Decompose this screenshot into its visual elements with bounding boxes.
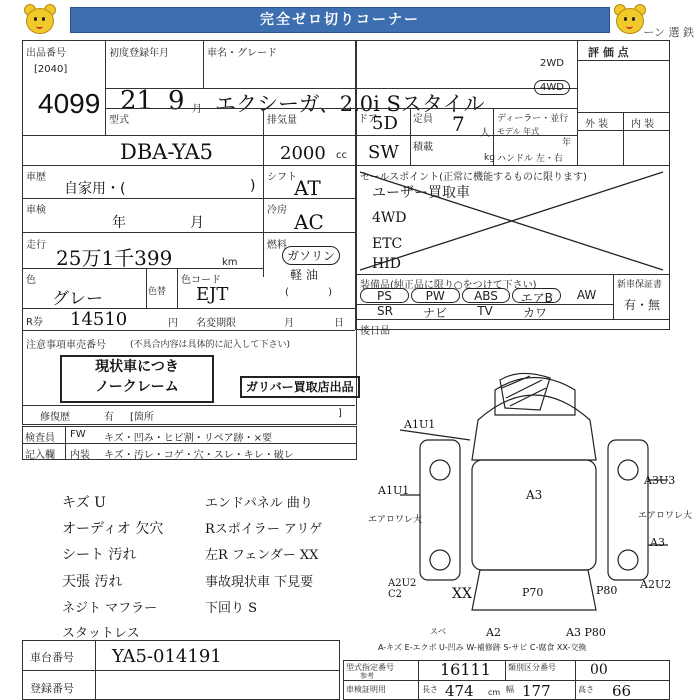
fuel-diesel: 軽 油 — [290, 268, 318, 282]
equipment-row-2 — [360, 304, 560, 319]
length-value: 474 — [445, 682, 474, 700]
usage-close: ) — [250, 178, 256, 194]
corner-text: ーン 選 鉄 — [643, 26, 694, 39]
repair-bracket-close: ] — [338, 408, 342, 419]
equipment-abs: ABS — [462, 288, 511, 303]
warranty-value: 有・無 — [624, 298, 661, 312]
color-value: グレー — [52, 289, 103, 309]
note-left-3: シート 汚れ — [62, 547, 137, 563]
inspector-row2: キズ・汚レ・コゲ・穴・スレ・キレ・破レ — [104, 450, 294, 461]
inspection-month: 月 — [190, 215, 204, 231]
diagram-mark-7: A3 — [650, 536, 665, 549]
diagram-mark-6: エアロワレ大 — [638, 511, 693, 521]
as-is-stamp — [60, 355, 214, 403]
note-right-2: Rスポイラー アリゲ — [205, 522, 323, 537]
diagram-mark-11: P80 — [596, 584, 618, 597]
first-registration-year: 21 — [120, 86, 154, 116]
diagram-mark-10: P70 — [522, 586, 544, 599]
inspector-row1: キズ・凹み・ヒビ割・リペア跡・×要 — [104, 433, 272, 444]
fuel-label: 燃料 — [267, 240, 287, 251]
doors-value: 5D — [372, 113, 398, 134]
diagram-mark-1: A1U1 — [404, 418, 436, 431]
mileage-label: 走行 — [26, 240, 46, 251]
drive-4wd-circled: 4WD — [534, 80, 570, 95]
note-left-5: ネジト マフラー — [62, 601, 158, 616]
note-right-5: 下回り S — [205, 601, 258, 616]
wheel-rl — [430, 550, 450, 570]
equipment-ps: PS — [360, 288, 409, 303]
repair-has: 有 — [104, 412, 114, 423]
entry-label: 記入欄 — [25, 450, 55, 461]
usage-value: 自家用・( — [64, 181, 126, 197]
cc-unit: cc — [336, 150, 347, 161]
recycle-yen: 円 — [168, 318, 178, 329]
model-code: DBA-YA5 — [120, 140, 213, 164]
sales-point-3: ETC — [372, 236, 403, 252]
equipment-pw: PW — [411, 288, 460, 303]
recycle-value: 14510 — [70, 309, 128, 330]
aircon-label: 冷房 — [267, 205, 287, 216]
color-code-label: 色コード — [181, 275, 221, 286]
warranty-label: 新車保証書 — [617, 280, 663, 290]
cabin-outline — [472, 460, 596, 570]
handle-label: ハンドル 左・右 — [497, 154, 563, 164]
rear-items-label: 後日品 — [360, 326, 390, 337]
usage-label: 車歴 — [26, 172, 46, 183]
car-name-grade: エクシーガ、2.0i Sスタイル — [215, 92, 485, 116]
inspection-label: 車検 — [26, 205, 46, 216]
diagram-mark-8: A2U2 C2 — [388, 578, 417, 600]
diagram-mark-13: A2 — [486, 626, 501, 639]
sales-points-label: セールスポイント(正常に機能するものに限ります) — [360, 172, 587, 183]
doors-label: ドア — [358, 114, 378, 125]
fuel-paren: ( ) — [285, 287, 350, 298]
notes-label: 注意事項車売番号 — [26, 340, 106, 351]
inspector-fw: FW — [70, 429, 86, 440]
type-number-label: 型式指定番号 — [346, 663, 394, 672]
first-registration-month: 9 — [168, 86, 185, 116]
shift-value: AT — [294, 176, 321, 200]
diagram-mark-5: エアロワレ大 — [368, 515, 423, 525]
banner-title: 完全ゼロ切りコーナー — [70, 7, 610, 33]
name-change-label: 名変期限 — [196, 318, 236, 329]
hood-outline — [472, 395, 596, 460]
sales-point-1: ユーザー買取車 — [372, 185, 470, 201]
sales-point-4: HID — [372, 256, 401, 272]
diagram-mark-15: スベ — [430, 627, 446, 636]
gulliver-stamp: ガリバー買取店出品 — [240, 376, 360, 398]
equipment-sr: SR — [377, 304, 393, 318]
diagram-mark-3: A3 — [526, 488, 543, 502]
equipment-tv: TV — [477, 304, 493, 318]
load-label: 積載 — [413, 142, 433, 153]
capacity-value: 7 — [452, 112, 465, 136]
diagram-mark-9: XX — [452, 586, 472, 602]
equipment-leather: カワ — [522, 306, 547, 320]
chassis-value: YA5-014191 — [112, 646, 222, 667]
note-left-6: スタットレス — [62, 626, 140, 641]
note-right-3: 左R フェンダー XX — [205, 548, 319, 563]
color-label: 色 — [26, 275, 36, 286]
recycle-label: R券 — [26, 317, 43, 328]
grade-label: 評 価 点 — [588, 46, 629, 59]
km-unit: km — [222, 257, 238, 268]
aircon-value: AC — [294, 210, 324, 234]
shift-label: シフト — [267, 172, 297, 183]
car-name-label: 車名・グレード — [207, 48, 277, 59]
model-label: 型式 — [109, 115, 129, 126]
person-unit: 人 — [480, 128, 490, 139]
lot-number: 4099 — [38, 88, 101, 119]
interior-grade-label: 内 装 — [631, 119, 655, 130]
equipment-navi: ナビ — [422, 306, 447, 320]
as-is-stamp-line1: 現状車につき — [95, 359, 179, 375]
class-number-value: 00 — [590, 662, 608, 678]
note-left-1: キズ U — [62, 495, 106, 511]
notes-hint: (不具合内容は具体的に記入して下さい) — [130, 340, 291, 350]
equipment-airbag: エアB — [512, 288, 561, 303]
kg-unit: kg — [484, 153, 495, 163]
expiry-day: 日 — [334, 318, 344, 329]
displacement-value: 2000 — [280, 143, 326, 164]
diagram-mark-2: A1U1 — [378, 484, 410, 497]
roof-damage-hatch — [500, 373, 550, 410]
as-is-stamp-line2: ノークレーム — [95, 379, 179, 395]
length-label: 長さ — [422, 685, 438, 694]
lot-number-label: 出品番号 — [26, 48, 66, 59]
note-left-4: 天張 汚れ — [62, 574, 123, 590]
height-label: 高さ — [578, 685, 594, 694]
inspection-year: 年 — [112, 215, 126, 231]
equipment-label: 装備品(純正品に限り○をつけて下さい) — [360, 280, 537, 291]
diagram-mark-12: A2U2 — [640, 578, 672, 591]
repair-history-label: 修復歴 — [40, 412, 70, 423]
wheel-fr — [618, 460, 638, 480]
class-number-label: 類別区分番号 — [508, 663, 556, 672]
fuel-gasoline-circled: ガソリン — [282, 246, 340, 265]
note-right-4: 事故現状車 下見要 — [205, 575, 314, 590]
expiry-month: 月 — [284, 318, 294, 329]
equipment-aw: AW — [576, 288, 597, 302]
capacity-label: 定員 — [413, 114, 433, 125]
chassis-label: 車台番号 — [30, 651, 74, 664]
diagram-mark-14: A3 P80 — [566, 626, 606, 639]
type-ref: 参考 — [360, 672, 374, 680]
diagram-mark-4: A3U3 — [644, 474, 676, 487]
model-year-label: モデル 年式 — [497, 127, 540, 136]
inspector-label: 検査員 — [25, 433, 55, 444]
mileage-value: 25万1千399 — [56, 246, 173, 270]
sales-point-2: 4WD — [372, 210, 407, 226]
header-bar — [0, 0, 700, 38]
note-left-2: オーディオ 欠穴 — [62, 521, 164, 537]
lot-code: [2040] — [34, 64, 68, 75]
equipment-row-1 — [360, 288, 610, 303]
month-unit: 月 — [192, 104, 202, 115]
dealer-label: ディーラー・並行 — [497, 114, 569, 124]
width-value: 177 — [522, 682, 551, 700]
length-unit: cm — [488, 688, 501, 697]
exterior-grade-label: 外 装 — [585, 119, 609, 130]
wheel-rr — [618, 550, 638, 570]
damage-legend: A-キズ E-エクボ U-凹み W-補修跡 S-サビ C-腐食 XX-交換 — [378, 643, 587, 652]
type-number-value: 16111 — [440, 660, 491, 679]
wheel-fl — [430, 460, 450, 480]
drive-2wd: 2WD — [540, 58, 564, 69]
height-value: 66 — [612, 682, 632, 700]
body-type: SW — [368, 142, 399, 163]
year-suffix: 年 — [562, 138, 572, 148]
cert-label: 車検証明用 — [346, 685, 386, 694]
note-right-1: エンドパネル 曲り — [205, 496, 313, 511]
inspector-interior: 内装 — [70, 450, 90, 461]
color-tone-label: 色替 — [148, 287, 167, 297]
registration-number-label: 登録番号 — [30, 682, 74, 695]
displacement-label: 排気量 — [267, 115, 297, 126]
first-registration-label: 初度登録年月 — [109, 48, 169, 59]
mascot-bear-icon — [22, 2, 56, 36]
sales-points-strike — [355, 166, 670, 274]
left-side-outline — [420, 440, 460, 580]
mascot-bear-icon-right — [612, 2, 646, 36]
color-code-value: EJT — [196, 284, 229, 305]
width-label: 幅 — [506, 685, 514, 694]
repair-bracket: [箇所 — [130, 412, 154, 423]
